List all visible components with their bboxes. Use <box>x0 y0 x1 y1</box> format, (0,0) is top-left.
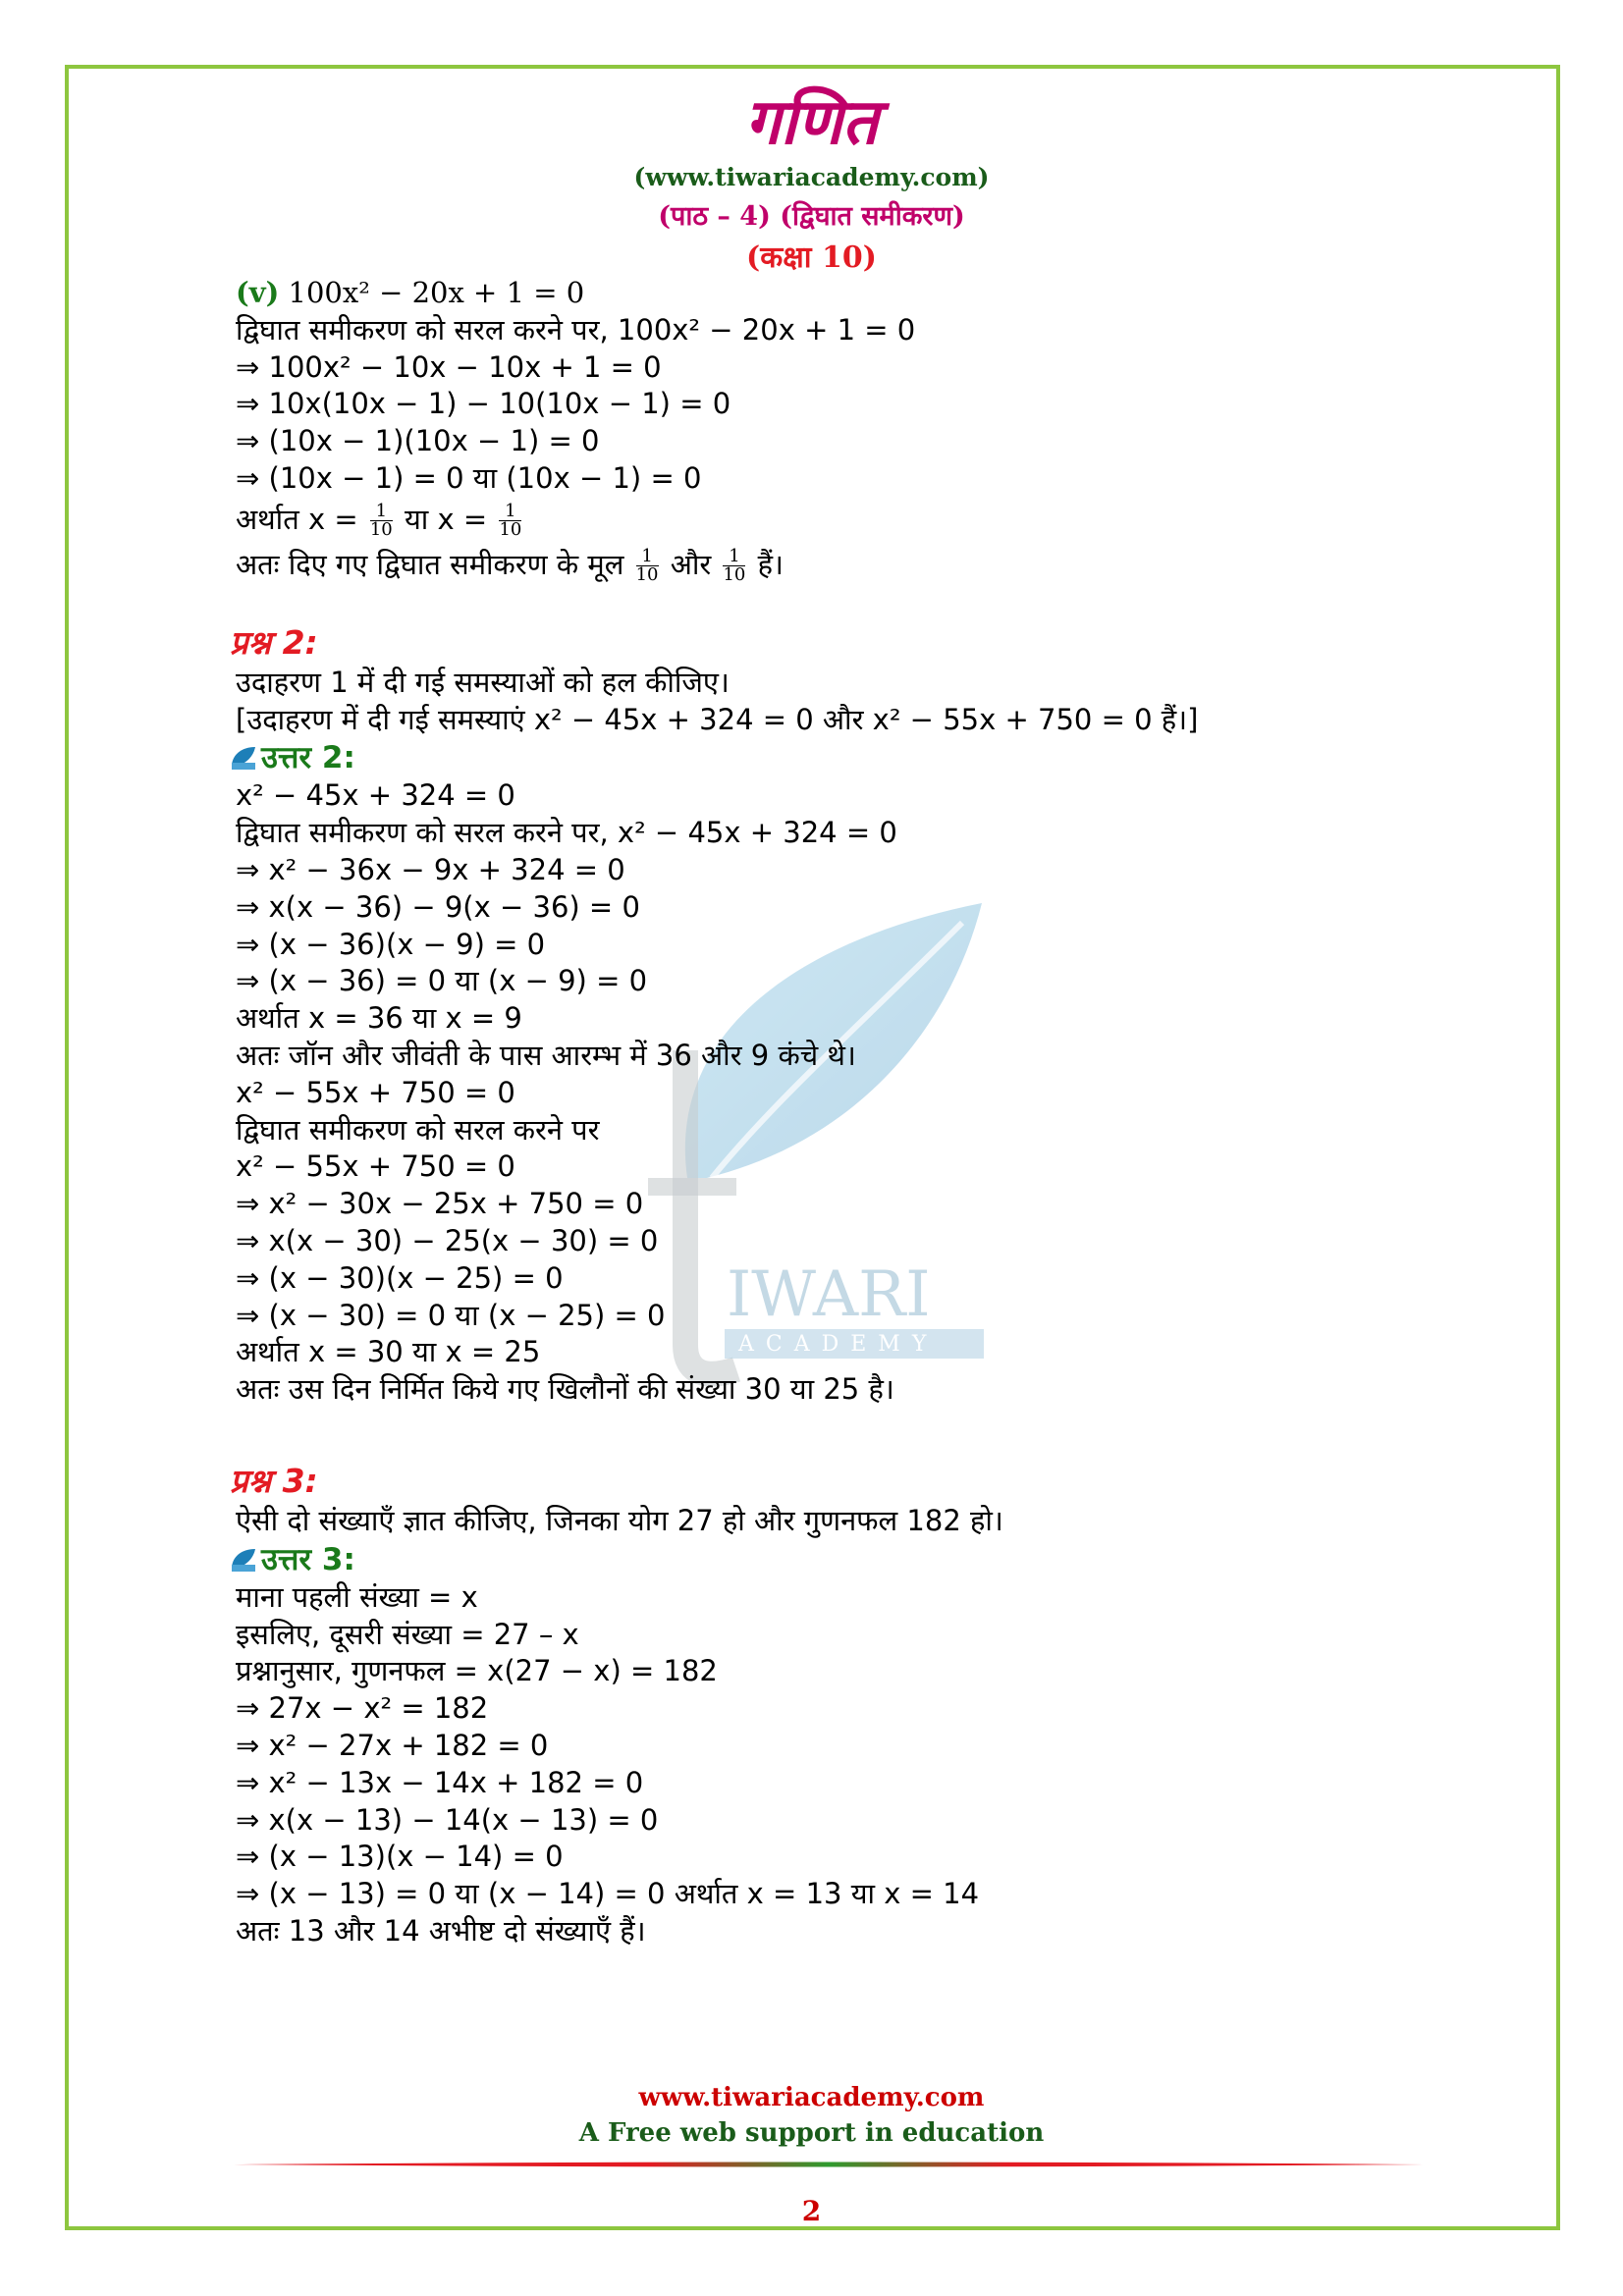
fraction: $\frac{1}{10}$ <box>499 501 522 541</box>
question-2-heading: प्रश्न 2: <box>230 622 318 662</box>
conclusion-line: अतः दिए गए द्विघात समीकरण के मूल $\frac{1}{10}$ और $\frac{1}{10}$ हैं। <box>236 546 784 586</box>
solution-line: अर्थात x = 36 या x = 9 <box>236 1001 522 1036</box>
solution-line: ⇒ x² − 27x + 182 = 0 <box>236 1728 549 1762</box>
solution-line: अतः जॉन और जीवंती के पास आरम्भ में 36 और 9 कंचे थे। <box>236 1038 856 1072</box>
solution-line: ⇒ (x − 36) = 0 या (x − 9) = 0 <box>236 964 648 998</box>
question-2-note: [उदाहरण में दी गई समस्याएं x² − 45x + 324 = 0 और x² − 55x + 750 = 0 हैं।] <box>236 702 1199 736</box>
question-3-heading: प्रश्न 3: <box>230 1461 318 1500</box>
solution-line: x² − 55x + 750 = 0 <box>236 1075 515 1109</box>
fraction: $\frac{1}{10}$ <box>369 501 393 541</box>
tiwari-leaf-icon <box>230 1547 257 1573</box>
solution-line: x² − 45x + 324 = 0 <box>236 778 515 813</box>
solution-line: इसलिए, दूसरी संख्या = 27 – x <box>236 1617 579 1651</box>
solution-line: द्विघात समीकरण को सरल करने पर <box>236 1112 600 1147</box>
solution-line: ⇒ x(x − 36) − 9(x − 36) = 0 <box>236 889 640 924</box>
solution-line: ⇒ (x − 13)(x − 14) = 0 <box>236 1840 564 1874</box>
footer-tagline: A Free web support in education <box>578 2118 1045 2148</box>
fraction: $\frac{1}{10}$ <box>635 546 659 586</box>
tiwari-leaf-icon <box>230 745 257 771</box>
solution-line: अतः उस दिन निर्मित किये गए खिलौनों की संख्या 30 या 25 है। <box>236 1372 894 1407</box>
solution-line: ⇒ (x − 30) = 0 या (x − 25) = 0 <box>236 1298 666 1332</box>
question-3-text: ऐसी दो संख्याएँ ज्ञात कीजिए, जिनका योग 27 हो और गुणनफल 182 हो। <box>236 1503 1003 1537</box>
solution-line: प्रश्नानुसार, गुणनफल = x(27 − x) = 182 <box>236 1654 718 1688</box>
solution-line: ⇒ (x − 30)(x − 25) = 0 <box>236 1260 564 1295</box>
solution-line: ⇒ (x − 13) = 0 या (x − 14) = 0 अर्थात x = 13 या x = 14 <box>236 1877 980 1911</box>
fraction: $\frac{1}{10}$ <box>723 546 746 586</box>
solution-line: ⇒ x(x − 30) − 25(x − 30) = 0 <box>236 1223 659 1257</box>
solution-line: अतः 13 और 14 अभीष्ट दो संख्याएँ हैं। <box>236 1913 646 1948</box>
answer-2-heading: उत्तर 2: <box>230 738 1551 777</box>
solution-line: ⇒ (10x − 1) = 0 या (10x − 1) = 0 <box>236 460 702 495</box>
part-v-label: (v) <box>236 276 280 309</box>
main-content <box>230 275 1551 1950</box>
watermark-word: IWARI <box>727 1258 931 1331</box>
solution-line: द्विघात समीकरण को सरल करने पर, 100x² − 20x + 1 = 0 <box>236 312 916 347</box>
solution-line: ⇒ x² − 30x − 25x + 750 = 0 <box>236 1187 644 1221</box>
solution-line: ⇒ x(x − 13) − 14(x − 13) = 0 <box>236 1802 659 1837</box>
solution-line: द्विघात समीकरण को सरल करने पर, x² − 45x + 324 = 0 <box>236 816 897 850</box>
page-number: 2 <box>801 2195 822 2227</box>
solution-line: ⇒ 100x² − 10x − 10x + 1 = 0 <box>236 349 662 384</box>
question-2-text: उदाहरण 1 में दी गई समस्याओं को हल कीजिए। <box>236 665 730 699</box>
footer-rule <box>234 2162 1424 2167</box>
header-site: (www.tiwariacademy.com) <box>633 163 990 191</box>
header-chapter: (पाठ – 4) (द्विघात समीकरण) <box>658 201 965 232</box>
solution-line: ⇒ 27x − x² = 182 <box>236 1691 489 1726</box>
footer-site-link[interactable]: www.tiwariacademy.com <box>638 2083 985 2112</box>
solution-line: ⇒ x² − 13x − 14x + 182 = 0 <box>236 1765 644 1799</box>
watermark-sub: ACADEMY <box>738 1332 939 1357</box>
solution-line: ⇒ 10x(10x − 1) − 10(10x − 1) = 0 <box>236 387 731 421</box>
page-title: गणित <box>744 86 879 159</box>
solution-line: माना पहली संख्या = x <box>236 1579 478 1614</box>
solution-line: x² − 55x + 750 = 0 <box>236 1149 515 1184</box>
part-v-equation: (v) 100x² − 20x + 1 = 0 <box>236 276 585 309</box>
solution-line: अर्थात x = 30 या x = 25 <box>236 1335 541 1369</box>
header-class: (कक्षा 10) <box>746 240 877 275</box>
solution-line: ⇒ (x − 36)(x − 9) = 0 <box>236 927 546 961</box>
answer-3-heading: उत्तर 3: <box>230 1540 1551 1579</box>
roots-line: अर्थात x = $\frac{1}{10}$ या x = $\frac{1}{10}$ <box>236 501 522 541</box>
solution-line: ⇒ (10x − 1)(10x − 1) = 0 <box>236 424 600 458</box>
solution-line: ⇒ x² − 36x − 9x + 324 = 0 <box>236 852 625 886</box>
